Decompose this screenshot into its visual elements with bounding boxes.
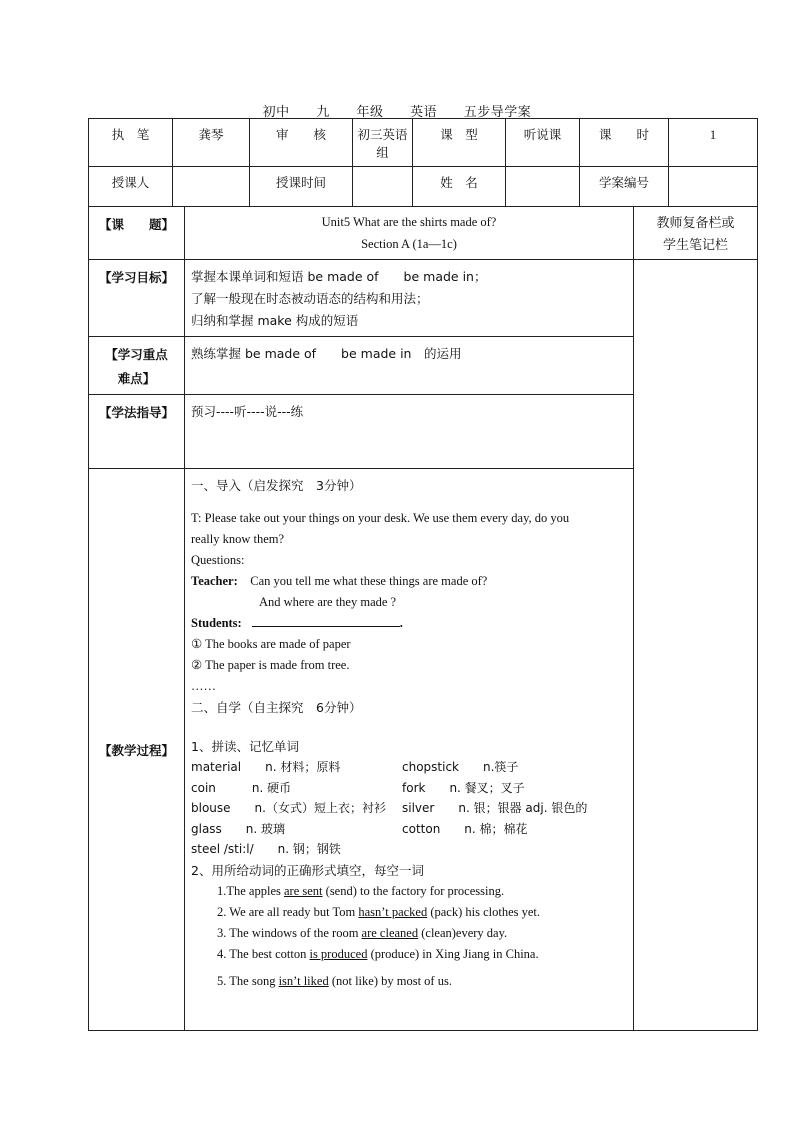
lesson-type-label: 课 型 [413, 119, 506, 167]
vocab-item: blouse n.（女式）短上衣；衬衫 [191, 801, 386, 815]
keypoints-cell: 熟练掌握 be made of be made in 的运用 [185, 337, 634, 395]
notes-header [634, 207, 758, 260]
vocab-item: chopstick n.筷子 [402, 760, 519, 774]
teacher-question-text: Can you tell me what these things are made of? [250, 574, 488, 588]
keypoints-label-line2: 难点】 [117, 371, 156, 386]
exercise-text: (clean)every day. [418, 925, 508, 940]
keypoints-label [89, 337, 185, 395]
exercise-answer: is produced [309, 946, 368, 961]
topic-section: Section A (1a—1c) [361, 237, 457, 251]
exercise-text: 1.The apples [217, 883, 284, 898]
answer-blank[interactable] [252, 614, 400, 627]
writer-name: 龚琴 [173, 119, 250, 167]
notes-header-line2: 学生笔记栏 [662, 238, 728, 253]
student-name-label: 姓 名 [413, 167, 506, 207]
notes-column[interactable] [634, 260, 758, 1031]
vocab-item [402, 839, 632, 860]
teacher-question-1 [191, 571, 627, 592]
goal-item: 掌握本课单词和短语 be made of be made in； [191, 269, 487, 284]
goal-item: 了解一般现在时态被动语态的结构和用法； [191, 291, 429, 306]
exercise-answer: isn’t liked [278, 973, 329, 988]
section-2-title: 二、自学（自主探究 6分钟） [191, 700, 362, 715]
exercise-answer: hasn’t packed [358, 904, 428, 919]
topic-label: 【课 题】 [89, 207, 185, 260]
answer-period: . [399, 616, 403, 630]
exercise-text: 4. The best cotton [217, 946, 310, 961]
keypoints-label-line1: 【学习重点 [105, 347, 168, 362]
goals-cell [185, 260, 634, 337]
vocab-item: fork n. 餐叉；叉子 [402, 780, 525, 795]
teach-time-label: 授课时间 [250, 167, 353, 207]
subtask-2-title: 2、用所给动词的正确形式填空，每空一词 [191, 862, 424, 878]
questions-label: Questions: [191, 553, 245, 567]
goal-item: 归纳和掌握 make 构成的短语 [191, 313, 359, 328]
title-subject: 英语 [410, 105, 438, 120]
goals-label: 【学习目标】 [89, 260, 185, 337]
subtask-1-title: 1、拼读、记忆单词 [191, 739, 299, 754]
period-label: 课 时 [580, 119, 669, 167]
title-grade-word: 年级 [356, 105, 384, 120]
writer-label: 执 笔 [89, 119, 173, 167]
students-answer-line [191, 613, 627, 634]
exercise-item [191, 944, 627, 965]
topic-cell [185, 207, 634, 260]
period-value: 1 [669, 119, 758, 167]
plan-number-field[interactable] [669, 167, 758, 207]
exercise-text: 2. We are all ready but Tom [217, 904, 359, 919]
vocab-item: silver n. 银；银器 adj. 银色的 [402, 801, 588, 815]
teacher-label: 授课人 [89, 167, 173, 207]
exercise-text: (pack) his clothes yet. [427, 904, 541, 919]
answer-example-1: ① The books are made of paper [191, 637, 351, 651]
vocab-item: coin n. 硬币 [191, 780, 292, 795]
ellipsis: …… [191, 679, 216, 693]
header-row [89, 119, 758, 167]
vocab-item: steel /sti:l/ n. 钢；钢铁 [191, 842, 341, 856]
main-table [88, 206, 758, 1031]
section-1-title: 一、导入（启发探究 3分钟） [191, 478, 362, 493]
vocab-list [191, 757, 627, 860]
topic-unit: Unit5 What are the shirts made of? [321, 215, 497, 229]
reviewer-value: 初三英语组 [353, 119, 413, 167]
teacher-intro-line2: really know them? [191, 532, 285, 546]
notes-header-line1: 教师复备栏或 [656, 216, 735, 231]
student-name-field[interactable] [506, 167, 580, 207]
title-doc-type: 五步导学案 [463, 105, 532, 120]
teach-time-field[interactable] [353, 167, 413, 207]
title-grade: 九 [316, 105, 330, 120]
exercise-text: 3. The windows of the room [217, 925, 362, 940]
plan-number-label: 学案编号 [580, 167, 669, 207]
header-row [89, 167, 758, 207]
title-stage: 初中 [262, 105, 290, 120]
teacher-field[interactable] [173, 167, 250, 207]
exercise-text: (produce) in Xing Jiang in China. [367, 946, 539, 961]
exercise-item [191, 971, 627, 992]
exercise-item [191, 881, 627, 902]
lesson-type-value: 听说课 [506, 119, 580, 167]
header-table [88, 118, 758, 207]
process-cell [185, 469, 634, 1031]
exercise-item [191, 902, 627, 923]
topic-row [89, 207, 758, 260]
method-cell: 预习----听----说---练 [185, 395, 634, 469]
exercise-text: (send) to the factory for processing. [322, 883, 505, 898]
exercise-answer: are sent [284, 883, 323, 898]
exercise-answer: are cleaned [361, 925, 419, 940]
exercise-text: 5. The song [217, 973, 279, 988]
teacher-question-2: And where are they made ? [259, 595, 397, 609]
teacher-intro-line1: T: Please take out your things on your desk. We use them every day, do you [191, 511, 570, 525]
method-label: 【学法指导】 [89, 395, 185, 469]
process-label: 【教学过程】 [89, 469, 185, 1031]
reviewer-label: 审 核 [250, 119, 353, 167]
exercise-item [191, 923, 627, 944]
students-label: Students: [191, 616, 242, 630]
vocab-item: material n. 材料；原料 [191, 760, 341, 774]
vocab-item: glass n. 玻璃 [191, 821, 286, 836]
vocab-item: cotton n. 棉；棉花 [402, 821, 528, 836]
teacher-label: Teacher: [191, 574, 238, 588]
exercise-text: (not like) by most of us. [328, 973, 452, 988]
answer-example-2: ② The paper is made from tree. [191, 658, 350, 672]
goals-row [89, 260, 758, 337]
